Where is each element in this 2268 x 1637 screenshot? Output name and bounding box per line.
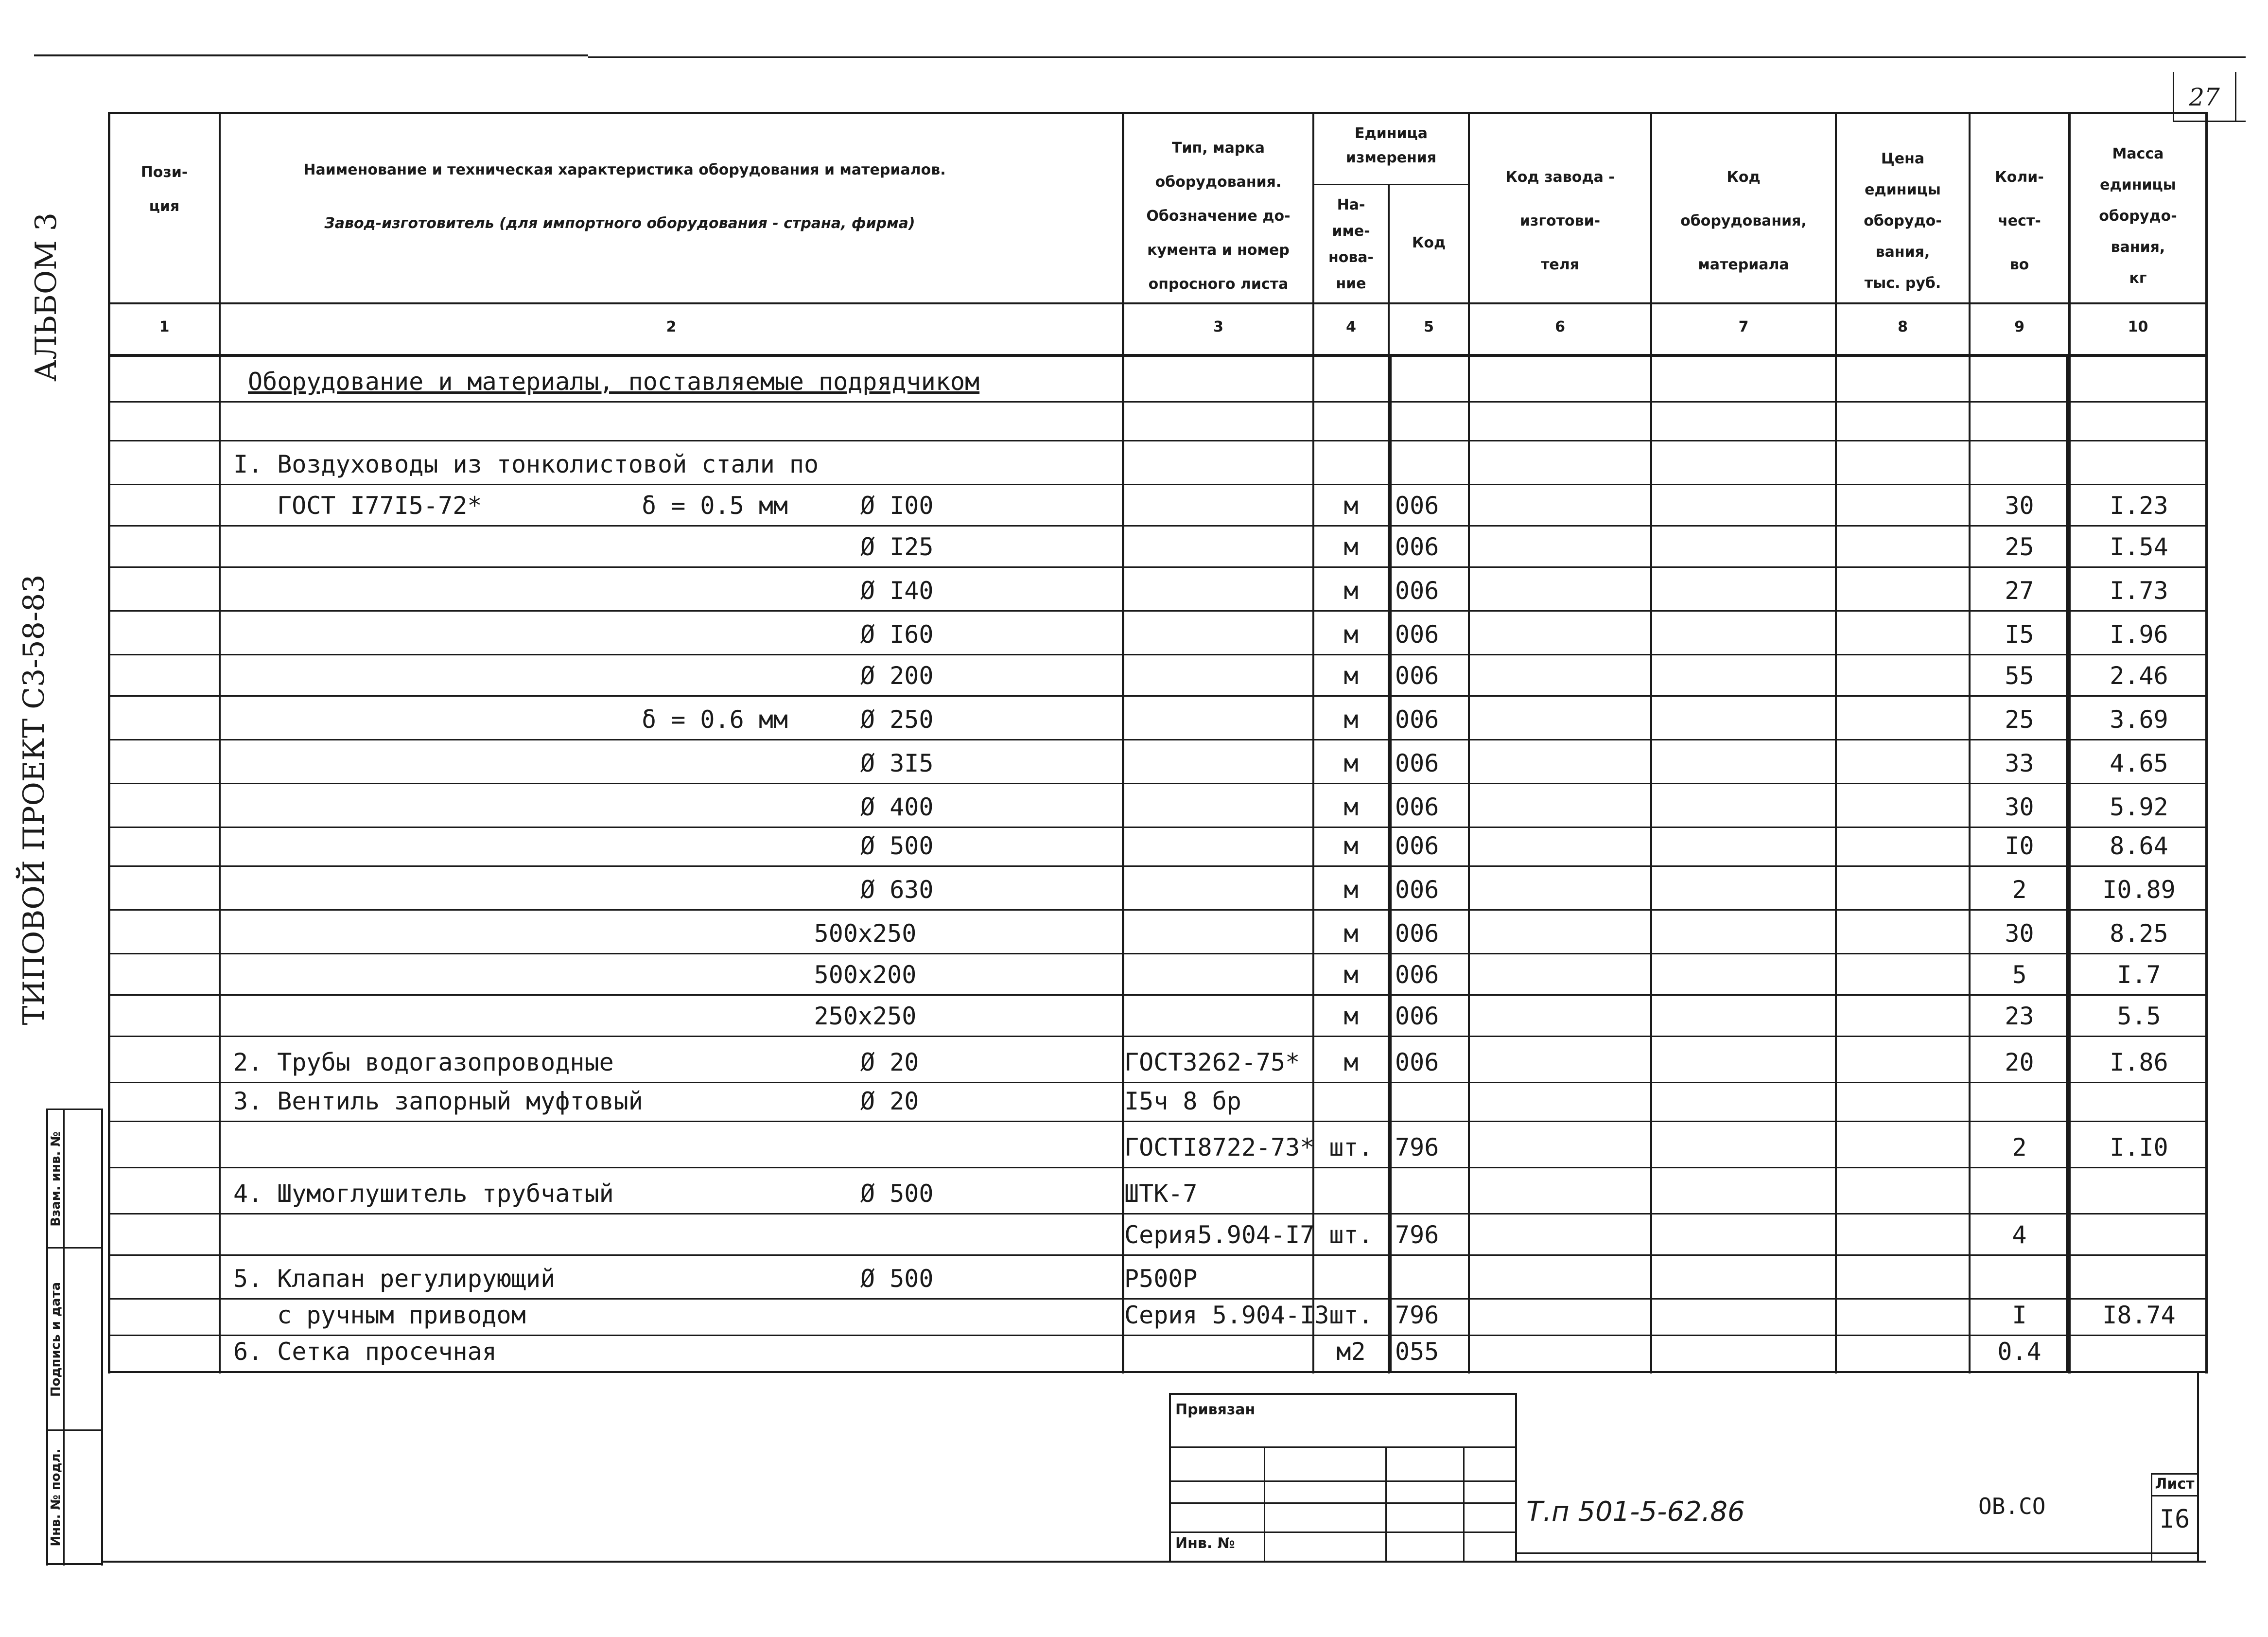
cell-qty: 4 <box>2012 1221 2027 1249</box>
cell-mass: 8.64 <box>2110 832 2168 860</box>
cell-name: Оборудование и материалы, поставляемые подрядчиком <box>248 368 980 396</box>
row-divider <box>108 953 2208 954</box>
row-divider <box>108 1036 2208 1037</box>
cell-name: 2. Трубы водогазопроводные <box>233 1048 614 1076</box>
cell-code: 006 <box>1395 749 1439 777</box>
cell-mass: 5.92 <box>2110 793 2168 821</box>
cell-code: 796 <box>1395 1221 1439 1249</box>
header-equipment-code: Код оборудования, материала <box>1680 169 1807 273</box>
cell-dim: Ø I25 <box>860 533 934 561</box>
cell-name: ГОСТ I77I5-72* <box>277 492 482 520</box>
row-divider <box>108 695 2208 697</box>
row-divider <box>108 1121 2208 1122</box>
row-divider <box>108 401 2208 403</box>
cell-dim: Ø 500 <box>860 1265 934 1293</box>
row-divider <box>108 1082 2208 1083</box>
cell-qty: 30 <box>2005 793 2034 821</box>
cell-qty: 27 <box>2005 577 2034 605</box>
cell-unit: шт. <box>1329 1133 1373 1162</box>
stamp-doc-code: Т.п 501-5-62.86 <box>1526 1496 1745 1528</box>
col-num-4: 4 <box>1346 318 1356 335</box>
cell-name: 5. Клапан регулирующий <box>233 1265 556 1293</box>
side-inv-orig: Инв. № подл. <box>49 1448 63 1547</box>
cell-dim: Ø 200 <box>860 662 934 690</box>
cell-name: с ручным приводом <box>277 1301 526 1329</box>
cell-qty: 2 <box>2012 876 2027 904</box>
cell-code: 796 <box>1395 1301 1439 1329</box>
col-num-5: 5 <box>1424 318 1434 335</box>
cell-thick: δ = 0.5 мм <box>642 492 788 520</box>
cell-mass: I.23 <box>2110 492 2168 520</box>
project-label: ТИПОВОЙ ПРОЕКТ С3-58-83 <box>17 574 51 1025</box>
cell-code: 006 <box>1395 919 1439 948</box>
cell-code: 006 <box>1395 961 1439 989</box>
col-num-8: 8 <box>1898 318 1908 335</box>
cell-unit: шт. <box>1329 1221 1373 1249</box>
row-divider <box>108 484 2208 485</box>
cell-unit: м <box>1343 961 1359 989</box>
cell-mass: 5.5 <box>2117 1002 2161 1030</box>
table-top-border <box>108 112 2208 114</box>
cell-doc: ГОСТ3262-75* <box>1124 1048 1300 1076</box>
stamp-sheet-label: Лист <box>2155 1476 2195 1493</box>
cell-unit: м <box>1343 793 1359 821</box>
row-divider <box>108 1213 2208 1215</box>
cell-qty: 33 <box>2005 749 2034 777</box>
cell-unit: шт. <box>1329 1301 1373 1329</box>
cell-unit: м <box>1343 832 1359 860</box>
header-position: Пози- ция <box>140 164 188 215</box>
row-divider <box>108 865 2208 867</box>
album-label: АЛЬБОМ 3 <box>29 212 63 382</box>
header-price: Цена единицы оборудо- вания, тыс. руб. <box>1864 150 1942 292</box>
col-num-1: 1 <box>159 318 170 335</box>
cell-code: 006 <box>1395 662 1439 690</box>
cell-unit: м2 <box>1336 1338 1366 1366</box>
cell-dim: Ø 400 <box>860 793 934 821</box>
stamp-section: ОВ.СО <box>1978 1493 2046 1519</box>
cell-mass: I.I0 <box>2110 1133 2168 1162</box>
cell-code: 006 <box>1395 620 1439 649</box>
cell-dim: Ø I60 <box>860 620 934 649</box>
cell-mass: 4.65 <box>2110 749 2168 777</box>
row-divider <box>108 739 2208 740</box>
cell-mass: I.86 <box>2110 1048 2168 1076</box>
cell-dim: Ø 20 <box>860 1048 919 1076</box>
cell-code: 006 <box>1395 577 1439 605</box>
cell-rect: 500x250 <box>814 919 917 948</box>
cell-dim: Ø 20 <box>860 1087 919 1115</box>
cell-rect: 250x250 <box>814 1002 917 1030</box>
cell-code: 006 <box>1395 705 1439 734</box>
cell-mass: 3.69 <box>2110 705 2168 734</box>
header-name-line2: Завод-изготовитель (для импортного оборудования - страна, фирма) <box>324 215 915 232</box>
cell-name: I. Воздуховоды из тонколистовой стали по <box>233 450 819 478</box>
cell-qty: 25 <box>2005 705 2034 734</box>
cell-qty: I0 <box>2005 832 2034 860</box>
cell-mass: I8.74 <box>2102 1301 2176 1329</box>
row-divider <box>108 566 2208 568</box>
cell-unit: м <box>1343 876 1359 904</box>
col-num-10: 10 <box>2128 318 2148 335</box>
col-num-6: 6 <box>1555 318 1565 335</box>
cell-dim: Ø 500 <box>860 832 934 860</box>
cell-thick: δ = 0.6 мм <box>642 705 788 734</box>
header-mass: Масса единицы оборудо- вания, кг <box>2099 145 2177 287</box>
cell-mass: 8.25 <box>2110 919 2168 948</box>
row-divider <box>108 525 2208 527</box>
row-divider <box>108 994 2208 996</box>
cell-name: 4. Шумоглушитель трубчатый <box>233 1179 614 1208</box>
header-quantity: Коли- чест- во <box>1995 169 2044 273</box>
cell-name: 6. Сетка просечная <box>233 1338 497 1366</box>
row-divider <box>108 1298 2208 1300</box>
cell-qty: 2 <box>2012 1133 2027 1162</box>
header-name-line1: Наименование и техническая характеристика оборудования и материалов. <box>303 161 946 178</box>
cell-mass: 2.46 <box>2110 662 2168 690</box>
header-factory-code: Код завода - изготови- теля <box>1505 169 1615 273</box>
row-divider <box>108 610 2208 612</box>
cell-unit: м <box>1343 919 1359 948</box>
cell-mass: I.7 <box>2117 961 2161 989</box>
cell-name: 3. Вентиль запорный муфтовый <box>233 1087 643 1115</box>
header-unit: Единица измерения <box>1345 125 1437 166</box>
cell-code: 006 <box>1395 876 1439 904</box>
cell-qty: 30 <box>2005 492 2034 520</box>
row-divider <box>108 1335 2208 1336</box>
cell-dim: Ø 630 <box>860 876 934 904</box>
cell-qty: 20 <box>2005 1048 2034 1076</box>
cell-qty: 55 <box>2005 662 2034 690</box>
col-num-3: 3 <box>1213 318 1223 335</box>
cell-qty: 25 <box>2005 533 2034 561</box>
cell-mass: I.54 <box>2110 533 2168 561</box>
header-unit-code: Код <box>1412 234 1446 251</box>
stamp-bound: Привязан <box>1175 1401 1256 1418</box>
row-divider <box>108 1254 2208 1256</box>
cell-dim: Ø 3I5 <box>860 749 934 777</box>
cell-code: 006 <box>1395 793 1439 821</box>
cell-unit: м <box>1343 749 1359 777</box>
cell-mass: I.96 <box>2110 620 2168 649</box>
col-num-7: 7 <box>1738 318 1749 335</box>
cell-dim: Ø I40 <box>860 577 934 605</box>
col-num-2: 2 <box>666 318 677 335</box>
stamp-inv: Инв. № <box>1175 1535 1235 1552</box>
cell-code: 006 <box>1395 832 1439 860</box>
cell-unit: м <box>1343 662 1359 690</box>
row-divider <box>108 827 2208 828</box>
cell-dim: Ø 250 <box>860 705 934 734</box>
cell-code: 055 <box>1395 1338 1439 1366</box>
cell-mass: I.73 <box>2110 577 2168 605</box>
cell-unit: м <box>1343 1048 1359 1076</box>
cell-doc: ШТК-7 <box>1124 1179 1198 1208</box>
row-divider <box>108 654 2208 655</box>
cell-unit: м <box>1343 1002 1359 1030</box>
cell-doc: Серия5.904-I7 <box>1124 1221 1315 1249</box>
cell-code: 006 <box>1395 533 1439 561</box>
cell-dim: Ø I00 <box>860 492 934 520</box>
cell-unit: м <box>1343 533 1359 561</box>
side-sign-date: Подпись и дата <box>49 1282 63 1397</box>
cell-unit: м <box>1343 705 1359 734</box>
cell-qty: 23 <box>2005 1002 2034 1030</box>
cell-code: 796 <box>1395 1133 1439 1162</box>
cell-doc: Серия 5.904-I3 <box>1124 1301 1329 1329</box>
col-num-9: 9 <box>2014 318 2024 335</box>
cell-code: 006 <box>1395 1002 1439 1030</box>
cell-qty: I <box>2012 1301 2027 1329</box>
cell-unit: м <box>1343 577 1359 605</box>
stamp-sheet-number: I6 <box>2159 1505 2190 1534</box>
cell-doc: Р500Р <box>1124 1265 1198 1293</box>
cell-doc: I5ч 8 бр <box>1124 1087 1241 1115</box>
cell-qty: 0.4 <box>1997 1338 2041 1366</box>
row-divider <box>108 783 2208 784</box>
cell-qty: I5 <box>2005 620 2034 649</box>
cell-code: 006 <box>1395 1048 1439 1076</box>
row-divider <box>108 909 2208 911</box>
cell-unit: м <box>1343 620 1359 649</box>
header-type: Тип, марка оборудования. Обозначение до- кумента и номер опросного листа <box>1146 140 1291 293</box>
cell-qty: 5 <box>2012 961 2027 989</box>
cell-code: 006 <box>1395 492 1439 520</box>
row-divider <box>108 440 2208 441</box>
side-inv-no: Взам. инв. № <box>49 1131 63 1227</box>
top-rule-right <box>588 56 2246 58</box>
cell-rect: 500x200 <box>814 961 917 989</box>
cell-doc: ГОСТI8722-73* <box>1124 1133 1315 1162</box>
cell-mass: I0.89 <box>2102 876 2176 904</box>
header-unit-name: На- име- нова- ние <box>1328 196 1374 292</box>
cell-dim: Ø 500 <box>860 1179 934 1208</box>
cell-qty: 30 <box>2005 919 2034 948</box>
top-rule <box>34 54 588 56</box>
row-divider <box>108 1167 2208 1168</box>
page-number: 27 <box>2189 83 2220 111</box>
cell-unit: м <box>1343 492 1359 520</box>
